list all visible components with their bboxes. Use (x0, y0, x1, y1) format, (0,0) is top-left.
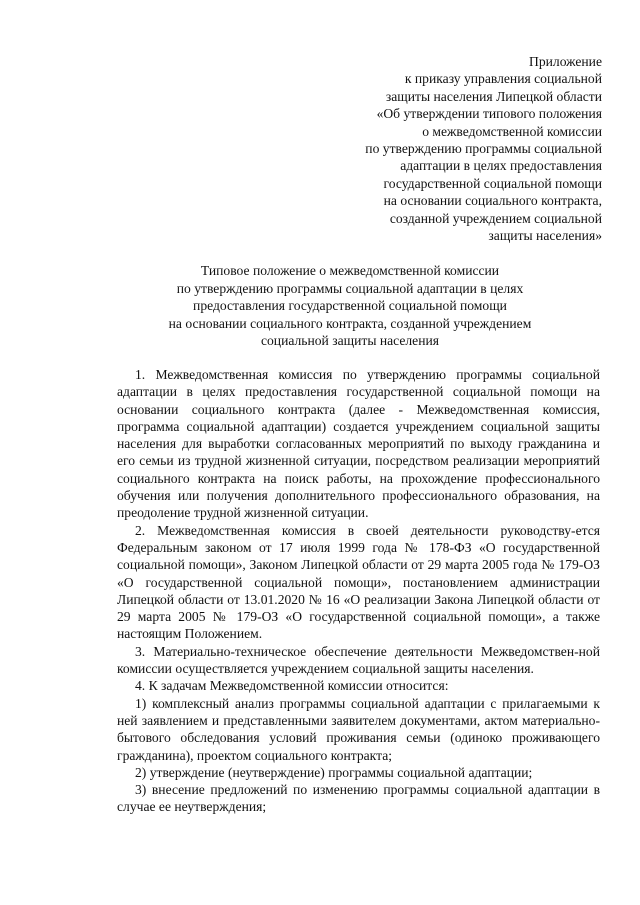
document-body (117, 366, 600, 816)
appendix-line: «Об утверждении типового положения (376, 106, 602, 122)
appendix-block (302, 53, 602, 244)
document-title (100, 262, 600, 350)
appendix-line: созданной учреждением социальной (389, 210, 602, 226)
paragraph-1: 1. Межведомственная комиссия по утверждению программы социальной адаптации в целях предоставления государственной социальной помощи на основании социального контракта (далее - Межведомственная комиссия, программа социальной адаптации) создается учреждением социальной защиты населения для выработки согласованных мероприятий по выходу гражданина и его семьи из трудной жизненной ситуации, посредством реализации мероприятий социального контракта на поиск работы, на прохождение профессионального обучения или получения дополнительного профессионального образования, на преодоление трудной жизненной ситуации. (117, 367, 600, 521)
paragraph-3: 3. Материально-техническое обеспечение деятельности Межведомствен-ной комиссии осуществляется учреждением социальной защиты населения. (117, 643, 600, 677)
appendix-line: на основании социального контракта, (383, 193, 602, 209)
list-item-2: 2) утверждение (неутверждение) программы социальной адаптации; (135, 764, 533, 780)
title-line: Типовое положение о межведомственной комиссии (200, 263, 500, 278)
appendix-line: адаптации в целях предоставления (400, 158, 602, 174)
list-item-1: 1) комплексный анализ программы социальной адаптации с прилагаемыми к ней заявлением и представленными заявителем документами, актом материально-бытового обследования условий проживания семьи (одиноко проживающего гражданина), проектом социального контракта; (117, 695, 600, 763)
appendix-line: защиты населения Липецкой области (385, 88, 602, 104)
appendix-line: защиты населения» (488, 228, 602, 244)
paragraph-2: 2. Межведомственная комиссия в своей деятельности руководству-ется Федеральным законом от 17 июля 1999 года № 178-ФЗ «О государственной социальной помощи», Законом Липецкой области от 29 марта 2005 года № 179-ОЗ «О государственной социальной помощи», постановлением администрации Липецкой области от 13.01.2020 № 16 «О реализации Закона Липецкой области от 29 марта 2005 № 179-ОЗ «О государственной социальной помощи», а также настоящим Положением. (117, 522, 600, 642)
appendix-line: по утверждению программы социальной (365, 141, 602, 157)
appendix-line: к приказу управления социальной (404, 71, 602, 87)
title-line: по утверждению программы социальной адаптации в целях (176, 280, 524, 296)
appendix-line: Приложение (529, 54, 602, 69)
list-item-3: 3) внесение предложений по изменению программы социальной адаптации в случае ее неутверждения; (117, 782, 600, 815)
paragraph-4: 4. К задачам Межведомственной комиссии относится: (135, 678, 449, 694)
title-line: социальной защиты населения (260, 333, 440, 349)
title-line: на основании социального контракта, созданной учреждением (168, 315, 532, 331)
title-line: предоставления государственной социальной помощи (193, 298, 507, 314)
appendix-line: о межведомственной комиссии (422, 123, 602, 139)
appendix-line: государственной социальной помощи (383, 175, 602, 191)
